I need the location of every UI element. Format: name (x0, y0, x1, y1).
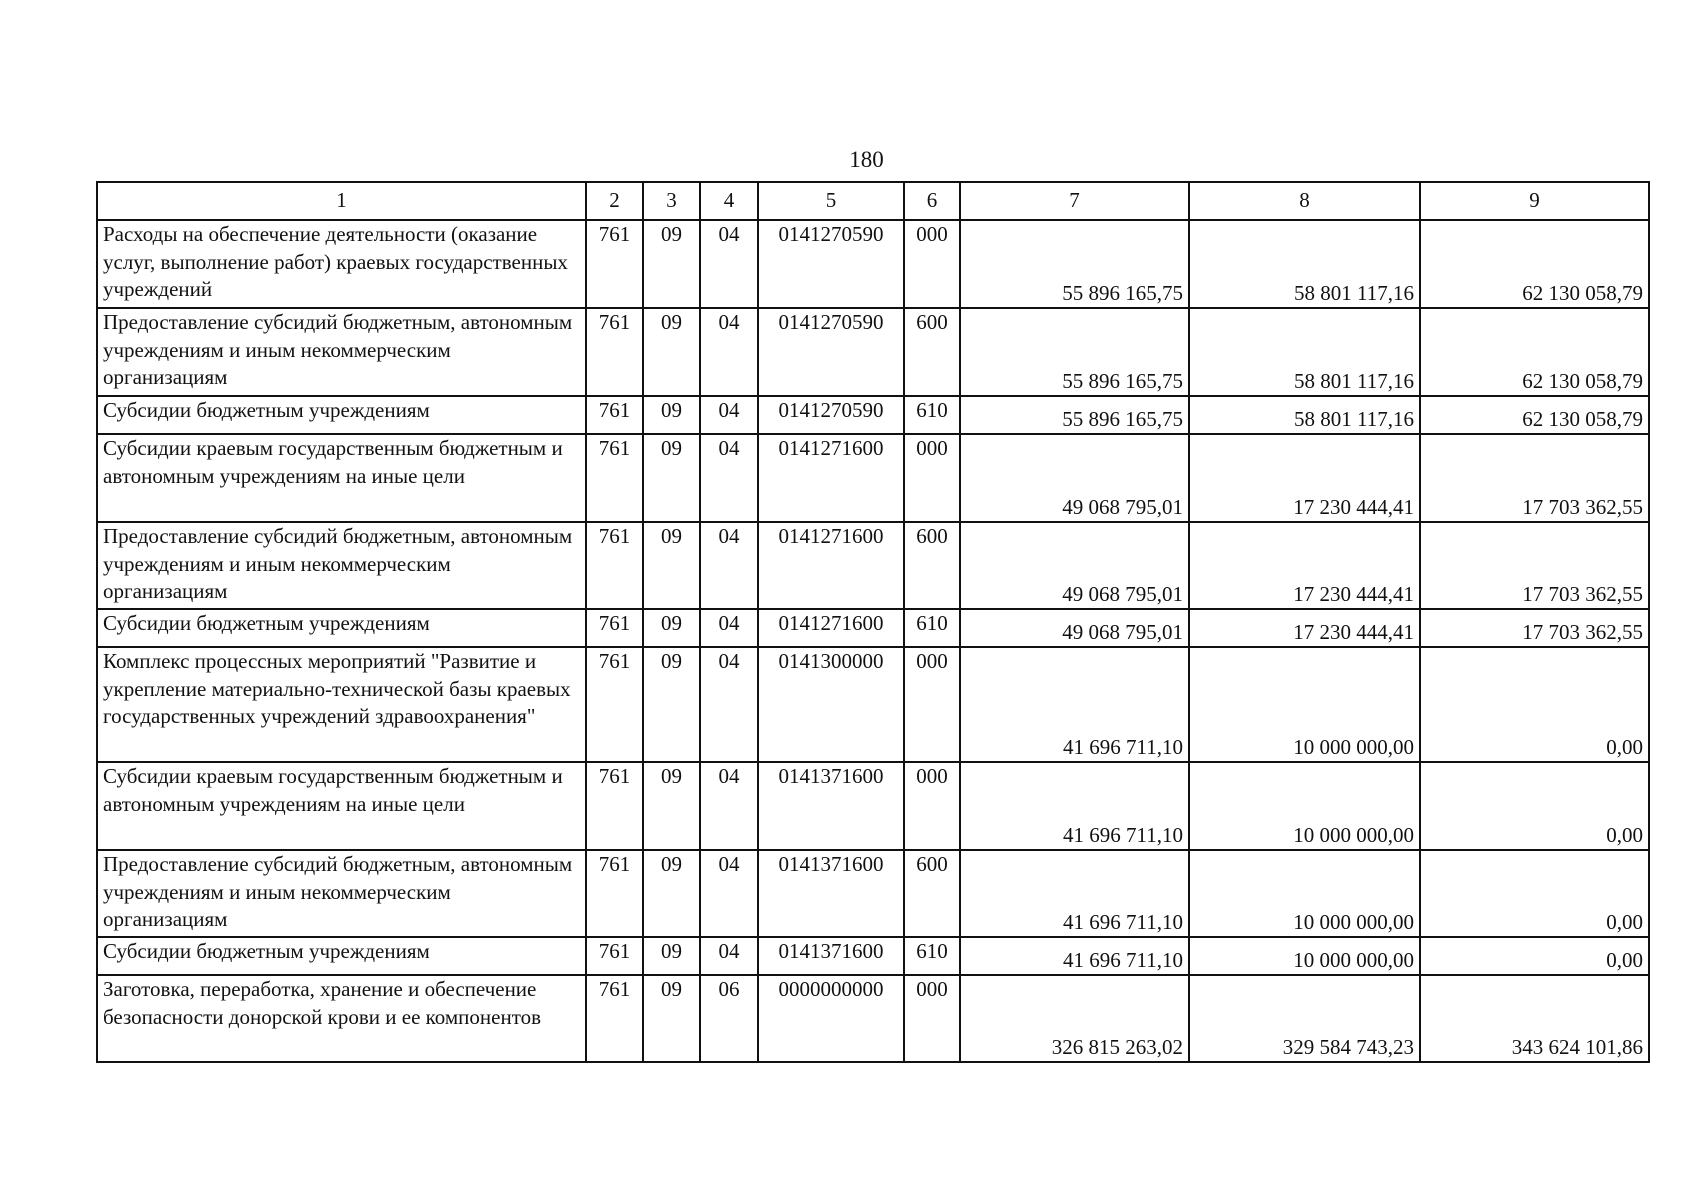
amount-col-8: 58 801 117,16 (1189, 308, 1420, 396)
table-row (97, 975, 1649, 1062)
amount-col-7: 41 696 711,10 (960, 850, 1189, 937)
amount-col-9: 343 624 101,86 (1420, 975, 1649, 1062)
row-name: Субсидии краевым государственным бюджетным и автономным учреждениям на иные цели (97, 762, 586, 850)
row-name: Предоставление субсидий бюджетным, автономным учреждениям и иным некоммерческим организациям (97, 522, 586, 609)
amount-col-7: 55 896 165,75 (960, 396, 1189, 434)
column-header: 4 (700, 182, 758, 220)
cell-col-4: 04 (700, 762, 758, 850)
amount-col-8: 17 230 444,41 (1189, 609, 1420, 647)
amount-col-7: 49 068 795,01 (960, 434, 1189, 522)
column-header: 5 (758, 182, 904, 220)
cell-col-2: 761 (586, 220, 643, 308)
cell-col-2: 761 (586, 609, 643, 647)
cell-col-6: 000 (904, 434, 960, 522)
cell-col-4: 04 (700, 396, 758, 434)
amount-col-9: 62 130 058,79 (1420, 220, 1649, 308)
table-row (97, 609, 1649, 647)
amount-col-9: 17 703 362,55 (1420, 522, 1649, 609)
cell-col-6: 600 (904, 522, 960, 609)
cell-col-4: 04 (700, 522, 758, 609)
table-row (97, 937, 1649, 975)
cell-col-3: 09 (643, 850, 700, 937)
cell-col-2: 761 (586, 937, 643, 975)
amount-col-9: 0,00 (1420, 850, 1649, 937)
amount-col-9: 17 703 362,55 (1420, 609, 1649, 647)
table-row (97, 647, 1649, 762)
cell-col-2: 761 (586, 434, 643, 522)
cell-col-2: 761 (586, 850, 643, 937)
amount-col-7: 55 896 165,75 (960, 308, 1189, 396)
amount-col-7: 55 896 165,75 (960, 220, 1189, 308)
amount-col-8: 17 230 444,41 (1189, 434, 1420, 522)
amount-col-7: 49 068 795,01 (960, 522, 1189, 609)
column-header: 8 (1189, 182, 1420, 220)
cell-col-3: 09 (643, 434, 700, 522)
row-name: Заготовка, переработка, хранение и обеспечение безопасности донорской крови и ее компонентов (97, 975, 586, 1062)
row-name: Субсидии краевым государственным бюджетным и автономным учреждениям на иные цели (97, 434, 586, 522)
cell-col-4: 04 (700, 609, 758, 647)
row-name: Предоставление субсидий бюджетным, автономным учреждениям и иным некоммерческим организациям (97, 308, 586, 396)
amount-col-7: 326 815 263,02 (960, 975, 1189, 1062)
cell-col-6: 600 (904, 850, 960, 937)
column-header: 9 (1420, 182, 1649, 220)
amount-col-8: 58 801 117,16 (1189, 396, 1420, 434)
cell-col-6: 600 (904, 308, 960, 396)
cell-col-5: 0141271600 (758, 522, 904, 609)
amount-col-9: 0,00 (1420, 762, 1649, 850)
cell-col-2: 761 (586, 396, 643, 434)
cell-col-3: 09 (643, 762, 700, 850)
amount-col-8: 329 584 743,23 (1189, 975, 1420, 1062)
cell-col-5: 0141270590 (758, 308, 904, 396)
table-row (97, 762, 1649, 850)
cell-col-4: 06 (700, 975, 758, 1062)
column-header: 6 (904, 182, 960, 220)
cell-col-2: 761 (586, 308, 643, 396)
cell-col-6: 000 (904, 647, 960, 762)
cell-col-3: 09 (643, 396, 700, 434)
cell-col-5: 0000000000 (758, 975, 904, 1062)
cell-col-5: 0141270590 (758, 220, 904, 308)
table-row (97, 308, 1649, 396)
cell-col-3: 09 (643, 937, 700, 975)
row-name: Субсидии бюджетным учреждениям (97, 396, 586, 434)
cell-col-6: 000 (904, 220, 960, 308)
row-name: Предоставление субсидий бюджетным, автономным учреждениям и иным некоммерческим организациям (97, 850, 586, 937)
amount-col-8: 58 801 117,16 (1189, 220, 1420, 308)
cell-col-5: 0141270590 (758, 396, 904, 434)
cell-col-5: 0141271600 (758, 609, 904, 647)
amount-col-9: 62 130 058,79 (1420, 308, 1649, 396)
amount-col-7: 41 696 711,10 (960, 762, 1189, 850)
cell-col-2: 761 (586, 522, 643, 609)
cell-col-5: 0141271600 (758, 434, 904, 522)
cell-col-5: 0141300000 (758, 647, 904, 762)
cell-col-4: 04 (700, 220, 758, 308)
amount-col-7: 49 068 795,01 (960, 609, 1189, 647)
cell-col-3: 09 (643, 609, 700, 647)
budget-table (96, 181, 1650, 1063)
cell-col-3: 09 (643, 308, 700, 396)
column-header: 7 (960, 182, 1189, 220)
amount-col-9: 0,00 (1420, 647, 1649, 762)
cell-col-4: 04 (700, 937, 758, 975)
column-header: 2 (586, 182, 643, 220)
amount-col-9: 0,00 (1420, 937, 1649, 975)
cell-col-6: 610 (904, 396, 960, 434)
row-name: Субсидии бюджетным учреждениям (97, 937, 586, 975)
table-row (97, 220, 1649, 308)
cell-col-5: 0141371600 (758, 937, 904, 975)
cell-col-2: 761 (586, 975, 643, 1062)
cell-col-3: 09 (643, 220, 700, 308)
cell-col-5: 0141371600 (758, 850, 904, 937)
header-row (97, 182, 1649, 220)
cell-col-4: 04 (700, 850, 758, 937)
amount-col-8: 10 000 000,00 (1189, 937, 1420, 975)
amount-col-7: 41 696 711,10 (960, 937, 1189, 975)
cell-col-2: 761 (586, 647, 643, 762)
cell-col-2: 761 (586, 762, 643, 850)
cell-col-3: 09 (643, 647, 700, 762)
table-row (97, 434, 1649, 522)
amount-col-9: 17 703 362,55 (1420, 434, 1649, 522)
row-name: Расходы на обеспечение деятельности (оказание услуг, выполнение работ) краевых государственных учреждений (97, 220, 586, 308)
column-header: 3 (643, 182, 700, 220)
table-row (97, 396, 1649, 434)
cell-col-6: 610 (904, 609, 960, 647)
cell-col-4: 04 (700, 647, 758, 762)
amount-col-9: 62 130 058,79 (1420, 396, 1649, 434)
amount-col-8: 10 000 000,00 (1189, 850, 1420, 937)
cell-col-3: 09 (643, 522, 700, 609)
amount-col-7: 41 696 711,10 (960, 647, 1189, 762)
cell-col-5: 0141371600 (758, 762, 904, 850)
cell-col-6: 610 (904, 937, 960, 975)
amount-col-8: 17 230 444,41 (1189, 522, 1420, 609)
table-row (97, 522, 1649, 609)
page-number: 180 (849, 147, 884, 172)
cell-col-3: 09 (643, 975, 700, 1062)
row-name: Субсидии бюджетным учреждениям (97, 609, 586, 647)
cell-col-6: 000 (904, 975, 960, 1062)
row-name: Комплекс процессных мероприятий "Развитие и укрепление материально-технической базы краевых государственных учреждений здравоохранения" (97, 647, 586, 762)
cell-col-6: 000 (904, 762, 960, 850)
column-header: 1 (97, 182, 586, 220)
cell-col-4: 04 (700, 308, 758, 396)
amount-col-8: 10 000 000,00 (1189, 762, 1420, 850)
table-row (97, 850, 1649, 937)
cell-col-4: 04 (700, 434, 758, 522)
amount-col-8: 10 000 000,00 (1189, 647, 1420, 762)
